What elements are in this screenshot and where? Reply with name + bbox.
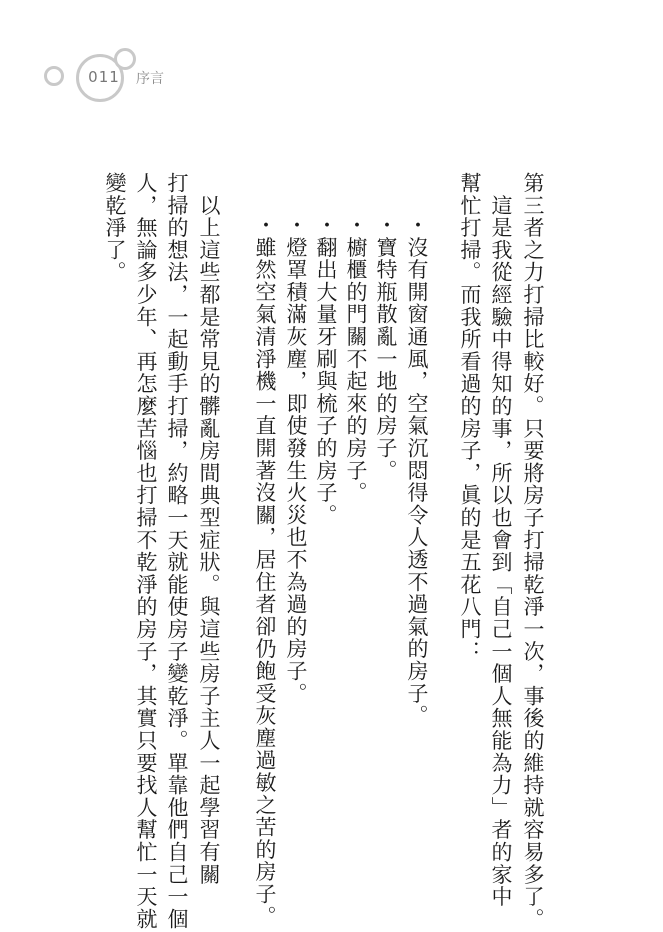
- decorative-small-circle: [44, 66, 64, 86]
- chapter-title: 序言: [136, 71, 164, 87]
- bullet-item-5: ・燈罩積滿灰塵，即使發生火災也不為過的房子。: [284, 214, 308, 705]
- bullet-item-3: ・櫥櫃的門關不起來的房子。: [344, 214, 368, 504]
- text-column-1: 第三者之力打掃比較好。只要將房子打掃乾淨一次，事後的維持就容易多了。: [521, 172, 545, 931]
- bullet-item-1: ・沒有開窗通風，空氣沉悶得令人透不過氣的房子。: [405, 214, 429, 727]
- text-column-7: 變乾淨了。: [103, 172, 127, 284]
- text-column-5: 打掃的想法，一起動手打掃，約略一天就能使房子變乾淨。單靠他們自己一個: [165, 172, 189, 931]
- page-header: [44, 48, 184, 102]
- text-column-3: 幫忙打掃。而我所看過的房子，眞的是五花八門：: [458, 172, 482, 663]
- bullet-item-4: ・翻出大量牙刷與梳子的房子。: [314, 214, 338, 527]
- text-column-2: 這是我從經驗中得知的事，所以也會到「自己一個人無能為力」者的家中: [489, 172, 513, 908]
- decorative-top-circle: [114, 48, 136, 70]
- page-number: 011: [88, 68, 120, 86]
- bullet-item-6: ・雖然空氣清淨機一直開著沒關，居住者卻仍飽受灰塵過敏之苦的房子。: [253, 214, 277, 928]
- bullet-item-2: ・寶特瓶散亂一地的房子。: [374, 214, 398, 482]
- text-column-6: 人，無論多少年、再怎麼苦惱也打掃不乾淨的房子，其實只要找人幫忙一天就: [134, 172, 158, 931]
- text-column-4: 以上這些都是常見的髒亂房間典型症狀。與這些房子主人一起學習有關: [197, 172, 221, 886]
